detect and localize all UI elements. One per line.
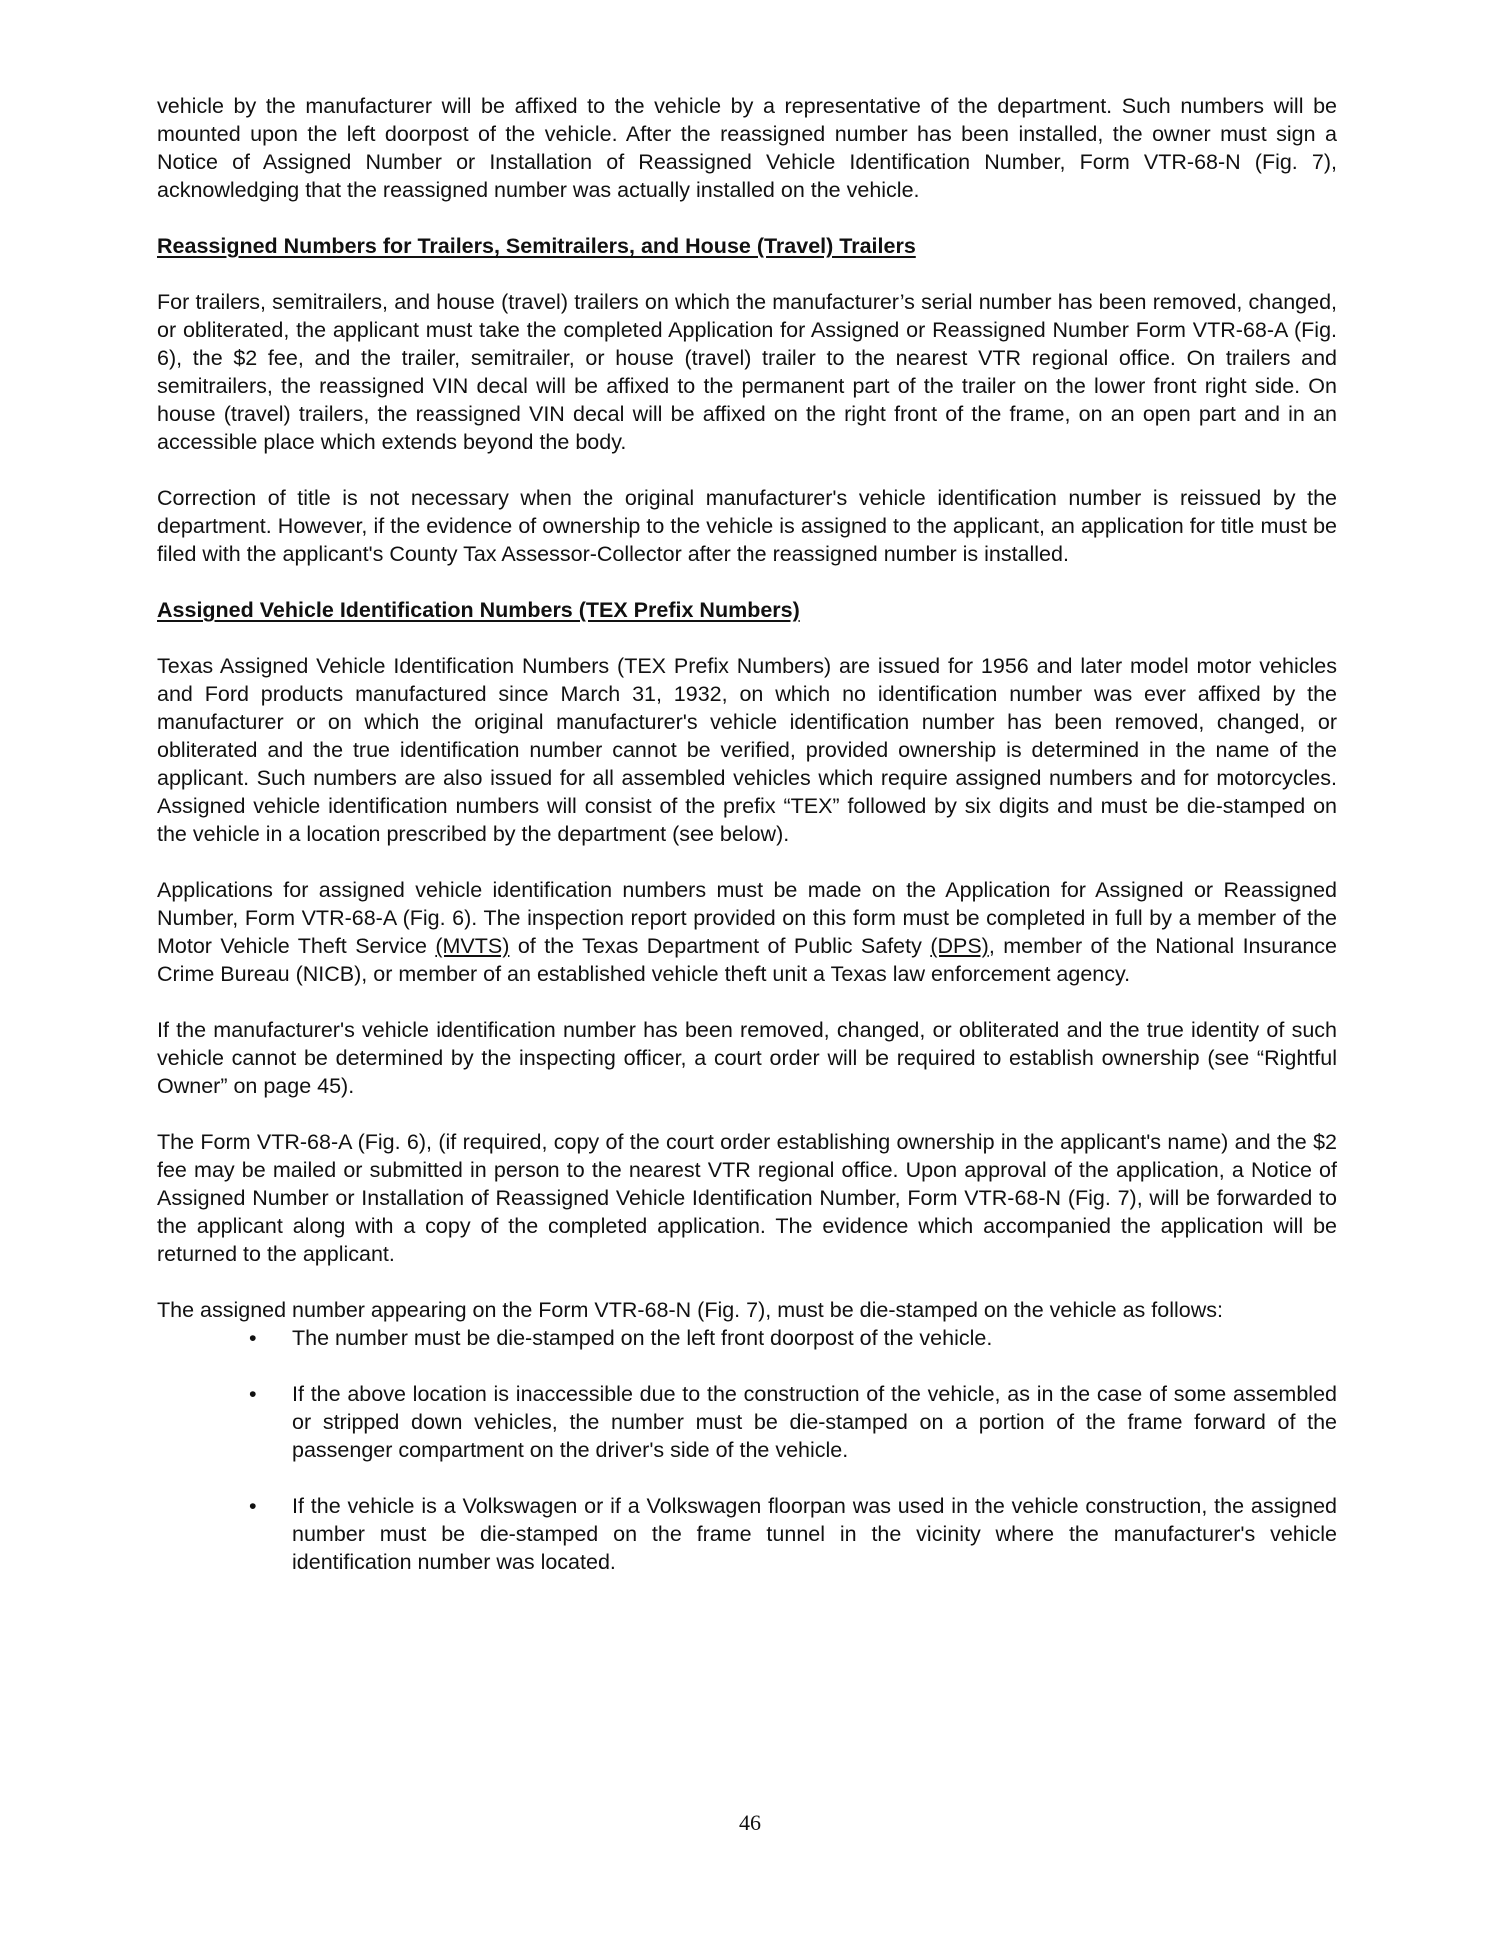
list-item: [157, 1380, 1337, 1464]
list-item-text: The number must be die-stamped on the left front doorpost of the vehicle.: [292, 1326, 993, 1350]
bullet-icon: •: [249, 1382, 257, 1406]
tex-paragraph-5: The assigned number appearing on the Form VTR-68-N (Fig. 7), must be die-stamped on the vehicle as follows:: [157, 1298, 1223, 1322]
section-heading-trailers: Reassigned Numbers for Trailers, Semitrailers, and House (Travel) Trailers: [157, 234, 916, 258]
bullet-icon: •: [249, 1326, 257, 1350]
list-item-text: If the above location is inaccessible due to the construction of the vehicle, as in the case of some assembled or stripped down vehicles, the number must be die-stamped on a portion of the frame forward of the passenger compartment on the driver's side of the vehicle.: [292, 1382, 1337, 1462]
mvts-link[interactable]: (MVTS): [435, 934, 510, 958]
tex-paragraph-4: The Form VTR-68-A (Fig. 6), (if required, copy of the court order establishing ownership in the applicant's name) and the $2 fee may be mailed or submitted in person to the nearest VTR regional office. Upon approval of the application, a Notice of Assigned Number or Installation of Reassigned Vehicle Identification Number, Form VTR-68-N (Fig. 7), will be forwarded to the applicant along with a copy of the completed application. The evidence which accompanied the application will be returned to the applicant.: [157, 1130, 1337, 1266]
section-heading-tex-prefix: Assigned Vehicle Identification Numbers (TEX Prefix Numbers): [157, 598, 800, 622]
tex-paragraph-2: [157, 876, 1337, 988]
list-item-text: If the vehicle is a Volkswagen or if a Volkswagen floorpan was used in the vehicle construction, the assigned number must be die-stamped on the frame tunnel in the vicinity where the manufacturer's vehicle identification number was located.: [292, 1494, 1337, 1574]
tex-paragraph-2-part-c: , member of the National Insurance Crime Bureau (NICB), or member of an established vehicle theft unit a Texas law enforcement agency.: [157, 934, 1337, 986]
list-item: [157, 1492, 1337, 1576]
page-number: 46: [739, 1810, 761, 1835]
intro-paragraph: vehicle by the manufacturer will be affixed to the vehicle by a representative of the department. Such numbers will be mounted upon the left doorpost of the vehicle. After the reassigned number has been installed, the owner must sign a Notice of Assigned Number or Installation of Reassigned Vehicle Identification Number, Form VTR-68-N (Fig. 7), acknowledging that the reassigned number was actually installed on the vehicle.: [157, 94, 1337, 202]
die-stamp-location-list: [157, 1324, 1337, 1576]
dps-link[interactable]: (DPS): [930, 934, 989, 958]
trailers-paragraph-2: Correction of title is not necessary when the original manufacturer's vehicle identification number is reissued by the department. However, if the evidence of ownership to the vehicle is assigned to the applicant, an application for title must be filed with the applicant's County Tax Assessor-Collector after the reassigned number is installed.: [157, 486, 1337, 566]
tex-paragraph-1: Texas Assigned Vehicle Identification Numbers (TEX Prefix Numbers) are issued for 1956 and later model motor vehicles and Ford products manufactured since March 31, 1932, on which no identification number was ever affixed by the manufacturer or on which the original manufacturer's vehicle identification number has been removed, changed, or obliterated and the true identification number cannot be verified, provided ownership is determined in the name of the applicant. Such numbers are also issued for all assembled vehicles which require assigned numbers and for motorcycles. Assigned vehicle identification numbers will consist of the prefix “TEX” followed by six digits and must be die-stamped on the vehicle in a location prescribed by the department (see below).: [157, 654, 1337, 846]
list-item: [157, 1324, 1337, 1352]
tex-paragraph-2-part-a: Applications for assigned vehicle identification numbers must be made on the Application for Assigned or Reassigned Number, Form VTR-68-A (Fig. 6). The inspection report provided on this form must be completed in full by a member of the Motor Vehicle Theft Service: [157, 878, 1337, 958]
tex-paragraph-3: If the manufacturer's vehicle identification number has been removed, changed, or obliterated and the true identity of such vehicle cannot be determined by the inspecting officer, a court order will be required to establish ownership (see “Rightful Owner” on page 45).: [157, 1018, 1337, 1098]
document-page: [157, 92, 1337, 1604]
tex-paragraph-2-part-b: of the Texas Department of Public Safety: [509, 934, 931, 958]
bullet-icon: •: [249, 1494, 257, 1518]
trailers-paragraph-1: For trailers, semitrailers, and house (travel) trailers on which the manufacturer’s serial number has been removed, changed, or obliterated, the applicant must take the completed Application for Assigned or Reassigned Number Form VTR-68-A (Fig. 6), the $2 fee, and the trailer, semitrailer, or house (travel) trailer to the nearest VTR regional office. On trailers and semitrailers, the reassigned VIN decal will be affixed to the permanent part of the trailer on the lower front right side. On house (travel) trailers, the reassigned VIN decal will be affixed on the right front of the frame, on an open part and in an accessible place which extends beyond the body.: [157, 290, 1337, 454]
